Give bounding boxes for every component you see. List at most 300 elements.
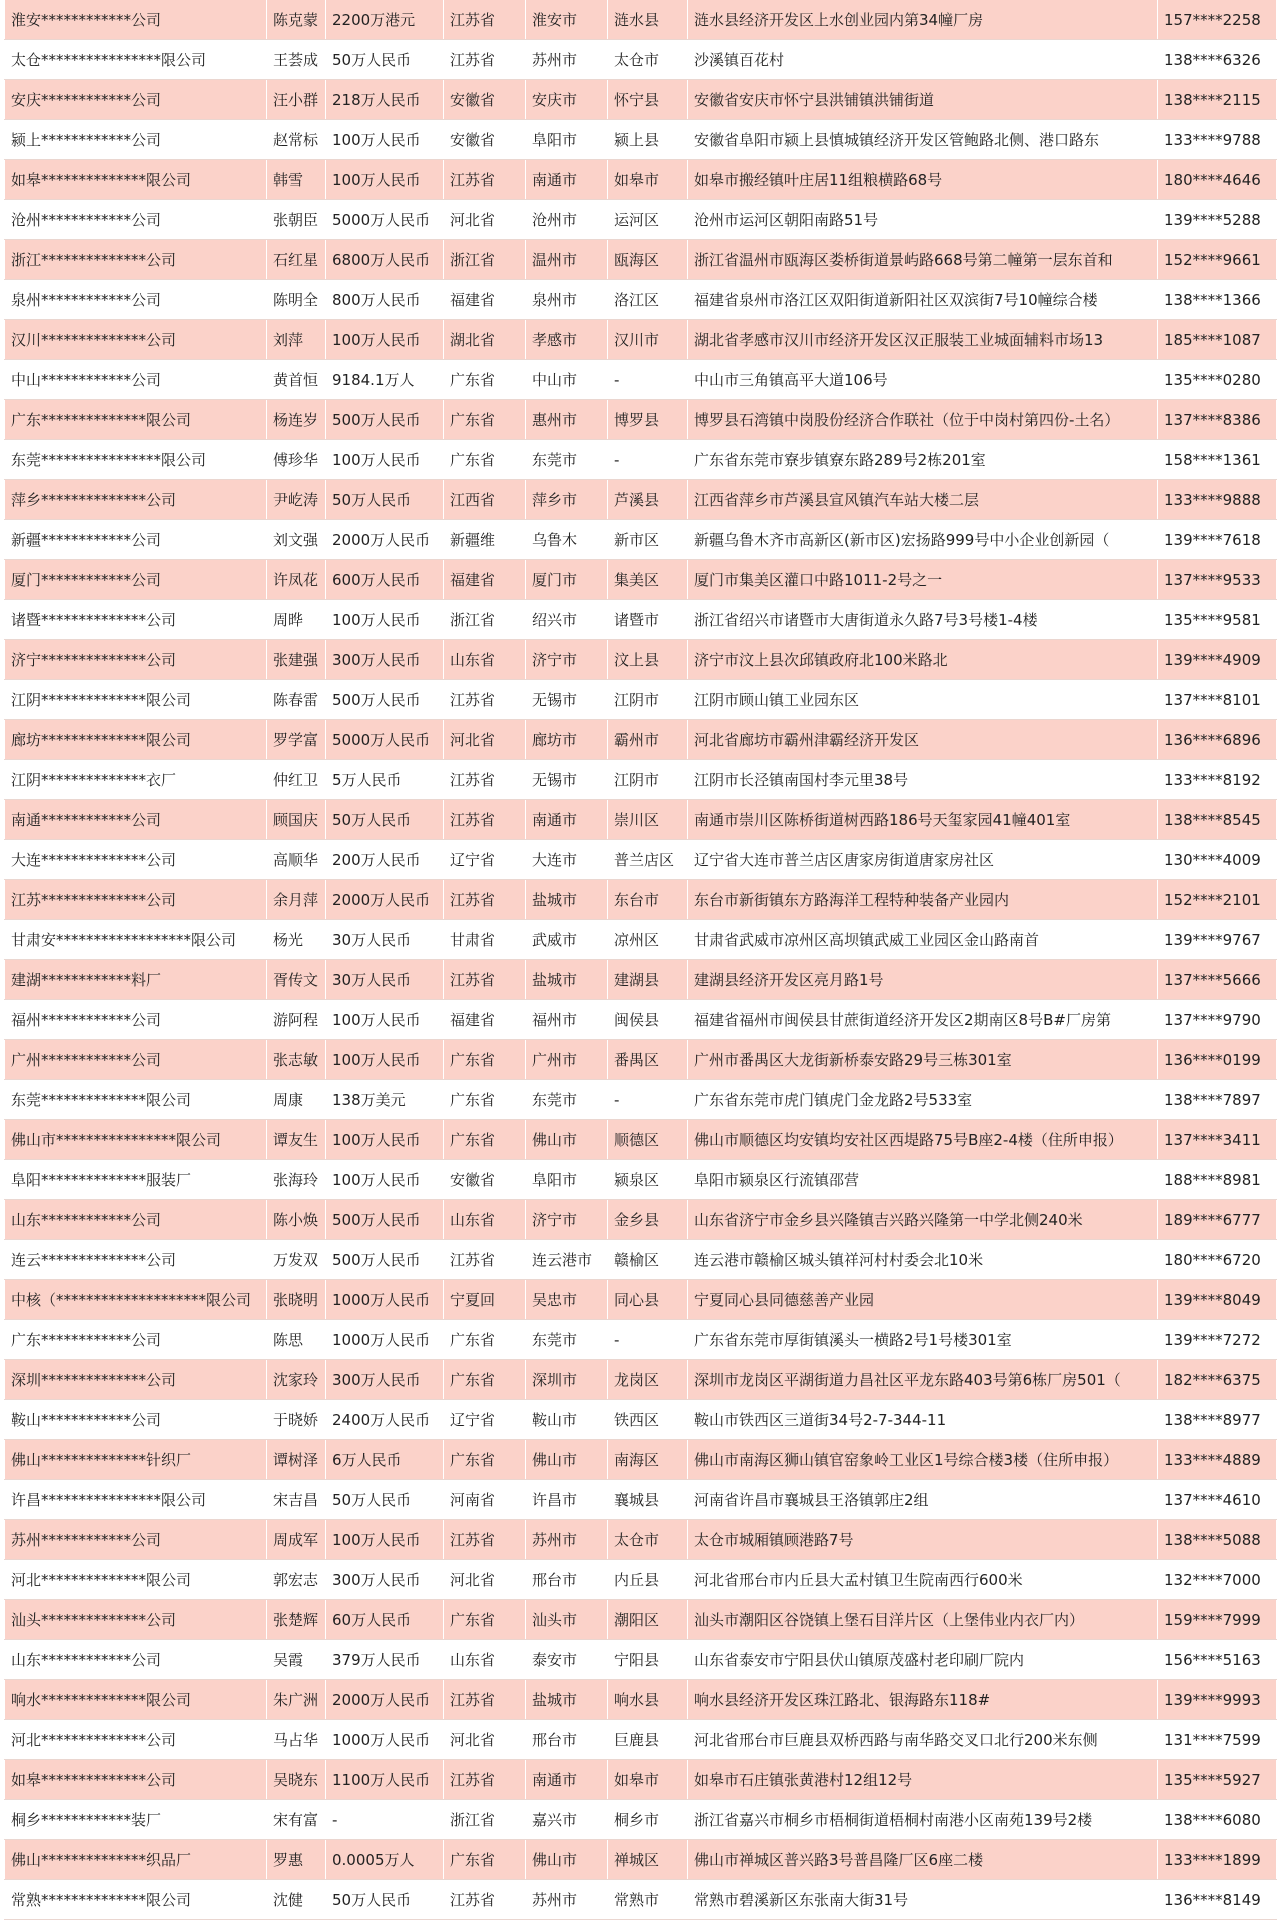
- phone-cell: 137****9790: [1158, 1000, 1277, 1040]
- province-cell: 广东省: [444, 1360, 526, 1400]
- district-cell: 常熟市: [608, 1880, 688, 1920]
- company-name-cell: 山东************公司: [5, 1640, 267, 1680]
- address-cell: 浙江省嘉兴市桐乡市梧桐街道梧桐村南港小区南苑139号2楼: [688, 1800, 1158, 1840]
- phone-cell: 138****8977: [1158, 1400, 1277, 1440]
- capital-cell: 300万人民币: [326, 1560, 444, 1600]
- legal-rep-cell: 于晓娇: [267, 1400, 326, 1440]
- address-cell: 浙江省绍兴市诸暨市大唐街道永久路7号3号楼1-4楼: [688, 600, 1158, 640]
- city-cell: 嘉兴市: [526, 1800, 608, 1840]
- legal-rep-cell: 马占华: [267, 1720, 326, 1760]
- province-cell: 广东省: [444, 1440, 526, 1480]
- district-cell: 顺德区: [608, 1120, 688, 1160]
- company-name-cell: 东莞**************限公司: [5, 1080, 267, 1120]
- capital-cell: 50万人民币: [326, 1480, 444, 1520]
- legal-rep-cell: 郭宏志: [267, 1560, 326, 1600]
- phone-cell: 130****4009: [1158, 840, 1277, 880]
- phone-cell: 156****5163: [1158, 1640, 1277, 1680]
- province-cell: 江苏省: [444, 1880, 526, 1920]
- legal-rep-cell: 张海玲: [267, 1160, 326, 1200]
- city-cell: 佛山市: [526, 1120, 608, 1160]
- legal-rep-cell: 谭树泽: [267, 1440, 326, 1480]
- capital-cell: 500万人民币: [326, 680, 444, 720]
- city-cell: 邢台市: [526, 1560, 608, 1600]
- table-row: [5, 1080, 1277, 1120]
- phone-cell: 139****9767: [1158, 920, 1277, 960]
- province-cell: 广东省: [444, 1320, 526, 1360]
- table-row: [5, 480, 1277, 520]
- table-row: [5, 280, 1277, 320]
- table-row: [5, 120, 1277, 160]
- legal-rep-cell: 顾国庆: [267, 800, 326, 840]
- address-cell: 连云港市赣榆区城头镇祥河村村委会北10米: [688, 1240, 1158, 1280]
- phone-cell: 157****2258: [1158, 0, 1277, 40]
- province-cell: 江苏省: [444, 1240, 526, 1280]
- district-cell: 汉川市: [608, 320, 688, 360]
- capital-cell: 2000万人民币: [326, 880, 444, 920]
- phone-cell: 133****1899: [1158, 1840, 1277, 1880]
- capital-cell: 800万人民币: [326, 280, 444, 320]
- city-cell: 济宁市: [526, 640, 608, 680]
- province-cell: 江苏省: [444, 1520, 526, 1560]
- district-cell: 太仓市: [608, 40, 688, 80]
- district-cell: 如皋市: [608, 160, 688, 200]
- company-name-cell: 汉川**************公司: [5, 320, 267, 360]
- company-name-cell: 江苏**************公司: [5, 880, 267, 920]
- legal-rep-cell: 周晔: [267, 600, 326, 640]
- company-name-cell: 深圳**************公司: [5, 1360, 267, 1400]
- table-row: [5, 1200, 1277, 1240]
- address-cell: 辽宁省大连市普兰店区唐家房街道唐家房社区: [688, 840, 1158, 880]
- address-cell: 东台市新街镇东方路海洋工程特种装备产业园内: [688, 880, 1158, 920]
- phone-cell: 135****0280: [1158, 360, 1277, 400]
- city-cell: 无锡市: [526, 760, 608, 800]
- district-cell: 崇川区: [608, 800, 688, 840]
- capital-cell: 1000万人民币: [326, 1320, 444, 1360]
- capital-cell: 30万人民币: [326, 960, 444, 1000]
- capital-cell: 100万人民币: [326, 440, 444, 480]
- city-cell: 中山市: [526, 360, 608, 400]
- address-cell: 安徽省阜阳市颍上县慎城镇经济开发区管鲍路北侧、港口路东: [688, 120, 1158, 160]
- legal-rep-cell: 杨光: [267, 920, 326, 960]
- address-cell: 常熟市碧溪新区东张南大街31号: [688, 1880, 1158, 1920]
- phone-cell: 138****6080: [1158, 1800, 1277, 1840]
- phone-cell: 139****9993: [1158, 1680, 1277, 1720]
- district-cell: 瓯海区: [608, 240, 688, 280]
- legal-rep-cell: 张建强: [267, 640, 326, 680]
- legal-rep-cell: 黄首恒: [267, 360, 326, 400]
- province-cell: 广东省: [444, 1600, 526, 1640]
- district-cell: 江阴市: [608, 760, 688, 800]
- phone-cell: 136****8149: [1158, 1880, 1277, 1920]
- phone-cell: 159****7999: [1158, 1600, 1277, 1640]
- province-cell: 江苏省: [444, 680, 526, 720]
- address-cell: 甘肃省武威市凉州区高坝镇武威工业园区金山路南首: [688, 920, 1158, 960]
- city-cell: 温州市: [526, 240, 608, 280]
- company-name-cell: 福州************公司: [5, 1000, 267, 1040]
- district-cell: -: [608, 360, 688, 400]
- company-name-cell: 佛山**************针织厂: [5, 1440, 267, 1480]
- company-name-cell: 鞍山************公司: [5, 1400, 267, 1440]
- province-cell: 湖北省: [444, 320, 526, 360]
- phone-cell: 182****6375: [1158, 1360, 1277, 1400]
- capital-cell: 30万人民币: [326, 920, 444, 960]
- city-cell: 武威市: [526, 920, 608, 960]
- company-name-cell: 汕头**************公司: [5, 1600, 267, 1640]
- legal-rep-cell: 尹屹涛: [267, 480, 326, 520]
- city-cell: 南通市: [526, 1760, 608, 1800]
- province-cell: 山东省: [444, 640, 526, 680]
- province-cell: 山东省: [444, 1640, 526, 1680]
- capital-cell: 100万人民币: [326, 1120, 444, 1160]
- company-name-cell: 安庆************公司: [5, 80, 267, 120]
- company-name-cell: 颍上************公司: [5, 120, 267, 160]
- district-cell: 赣榆区: [608, 1240, 688, 1280]
- city-cell: 许昌市: [526, 1480, 608, 1520]
- city-cell: 阜阳市: [526, 120, 608, 160]
- phone-cell: 131****7599: [1158, 1720, 1277, 1760]
- phone-cell: 137****8386: [1158, 400, 1277, 440]
- district-cell: -: [608, 1320, 688, 1360]
- company-name-cell: 建湖************料厂: [5, 960, 267, 1000]
- district-cell: 如皋市: [608, 1760, 688, 1800]
- district-cell: 颍泉区: [608, 1160, 688, 1200]
- province-cell: 江苏省: [444, 160, 526, 200]
- capital-cell: 1100万人民币: [326, 1760, 444, 1800]
- province-cell: 山东省: [444, 1200, 526, 1240]
- province-cell: 广东省: [444, 1080, 526, 1120]
- company-name-cell: 泉州************公司: [5, 280, 267, 320]
- city-cell: 无锡市: [526, 680, 608, 720]
- city-cell: 安庆市: [526, 80, 608, 120]
- address-cell: 厦门市集美区灌口中路1011-2号之一: [688, 560, 1158, 600]
- address-cell: 广州市番禺区大龙街新桥泰安路29号三栋301室: [688, 1040, 1158, 1080]
- province-cell: 广东省: [444, 1040, 526, 1080]
- address-cell: 福建省泉州市洛江区双阳街道新阳社区双滨街7号10幢综合楼: [688, 280, 1158, 320]
- legal-rep-cell: 周康: [267, 1080, 326, 1120]
- company-name-cell: 广州************公司: [5, 1040, 267, 1080]
- capital-cell: 100万人民币: [326, 1520, 444, 1560]
- company-table: [4, 0, 1277, 1920]
- table-row: [5, 960, 1277, 1000]
- company-name-cell: 苏州************公司: [5, 1520, 267, 1560]
- district-cell: 宁阳县: [608, 1640, 688, 1680]
- capital-cell: 300万人民币: [326, 640, 444, 680]
- address-cell: 太仓市城厢镇顾港路7号: [688, 1520, 1158, 1560]
- capital-cell: 1000万人民币: [326, 1280, 444, 1320]
- district-cell: 铁西区: [608, 1400, 688, 1440]
- legal-rep-cell: 沈家玲: [267, 1360, 326, 1400]
- phone-cell: 133****9888: [1158, 480, 1277, 520]
- city-cell: 厦门市: [526, 560, 608, 600]
- capital-cell: 50万人民币: [326, 480, 444, 520]
- company-name-cell: 浙江**************公司: [5, 240, 267, 280]
- company-name-cell: 萍乡**************公司: [5, 480, 267, 520]
- city-cell: 绍兴市: [526, 600, 608, 640]
- capital-cell: 2200万港元: [326, 0, 444, 40]
- province-cell: 江苏省: [444, 1760, 526, 1800]
- phone-cell: 180****4646: [1158, 160, 1277, 200]
- province-cell: 福建省: [444, 560, 526, 600]
- city-cell: 淮安市: [526, 0, 608, 40]
- phone-cell: 137****5666: [1158, 960, 1277, 1000]
- capital-cell: 200万人民币: [326, 840, 444, 880]
- table-row: [5, 840, 1277, 880]
- phone-cell: 152****9661: [1158, 240, 1277, 280]
- city-cell: 乌鲁木: [526, 520, 608, 560]
- address-cell: 湖北省孝感市汉川市经济开发区汉正服装工业城面辅料市场13: [688, 320, 1158, 360]
- district-cell: 禅城区: [608, 1840, 688, 1880]
- legal-rep-cell: 仲红卫: [267, 760, 326, 800]
- company-name-cell: 佛山市****************限公司: [5, 1120, 267, 1160]
- province-cell: 宁夏回: [444, 1280, 526, 1320]
- company-name-cell: 甘肃安******************限公司: [5, 920, 267, 960]
- city-cell: 盐城市: [526, 1680, 608, 1720]
- province-cell: 浙江省: [444, 240, 526, 280]
- address-cell: 福建省福州市闽侯县甘蔗街道经济开发区2期南区8号B#厂房第: [688, 1000, 1158, 1040]
- phone-cell: 189****6777: [1158, 1200, 1277, 1240]
- capital-cell: 60万人民币: [326, 1600, 444, 1640]
- province-cell: 辽宁省: [444, 840, 526, 880]
- capital-cell: 218万人民币: [326, 80, 444, 120]
- province-cell: 浙江省: [444, 1800, 526, 1840]
- address-cell: 佛山市南海区狮山镇官窑象岭工业区1号综合楼3楼（住所申报）: [688, 1440, 1158, 1480]
- province-cell: 江苏省: [444, 760, 526, 800]
- province-cell: 江苏省: [444, 880, 526, 920]
- company-name-cell: 如皋**************公司: [5, 1760, 267, 1800]
- city-cell: 吴忠市: [526, 1280, 608, 1320]
- capital-cell: 100万人民币: [326, 160, 444, 200]
- district-cell: 芦溪县: [608, 480, 688, 520]
- address-cell: 涟水县经济开发区上水创业园内第34幢厂房: [688, 0, 1158, 40]
- table-row: [5, 640, 1277, 680]
- city-cell: 苏州市: [526, 1880, 608, 1920]
- legal-rep-cell: 吴晓东: [267, 1760, 326, 1800]
- company-name-cell: 南通************公司: [5, 800, 267, 840]
- company-name-cell: 河北**************限公司: [5, 1560, 267, 1600]
- capital-cell: 100万人民币: [326, 120, 444, 160]
- table-row: [5, 520, 1277, 560]
- province-cell: 甘肃省: [444, 920, 526, 960]
- legal-rep-cell: 石红星: [267, 240, 326, 280]
- city-cell: 济宁市: [526, 1200, 608, 1240]
- legal-rep-cell: 陈克蒙: [267, 0, 326, 40]
- province-cell: 江苏省: [444, 800, 526, 840]
- phone-cell: 136****0199: [1158, 1040, 1277, 1080]
- table-row: [5, 880, 1277, 920]
- table-row: [5, 80, 1277, 120]
- city-cell: 苏州市: [526, 1520, 608, 1560]
- province-cell: 广东省: [444, 400, 526, 440]
- address-cell: 如皋市搬经镇叶庄居11组粮横路68号: [688, 160, 1158, 200]
- company-name-cell: 许昌****************限公司: [5, 1480, 267, 1520]
- legal-rep-cell: 张楚辉: [267, 1600, 326, 1640]
- province-cell: 江苏省: [444, 1680, 526, 1720]
- capital-cell: -: [326, 1800, 444, 1840]
- legal-rep-cell: 陈春雷: [267, 680, 326, 720]
- province-cell: 河南省: [444, 1480, 526, 1520]
- district-cell: 金乡县: [608, 1200, 688, 1240]
- phone-cell: 133****4889: [1158, 1440, 1277, 1480]
- capital-cell: 100万人民币: [326, 1040, 444, 1080]
- province-cell: 广东省: [444, 1840, 526, 1880]
- legal-rep-cell: 宋吉昌: [267, 1480, 326, 1520]
- district-cell: 襄城县: [608, 1480, 688, 1520]
- legal-rep-cell: 谭友生: [267, 1120, 326, 1160]
- address-cell: 河北省邢台市内丘县大孟村镇卫生院南西行600米: [688, 1560, 1158, 1600]
- phone-cell: 139****7618: [1158, 520, 1277, 560]
- address-cell: 山东省泰安市宁阳县伏山镇原茂盛村老印刷厂院内: [688, 1640, 1158, 1680]
- city-cell: 南通市: [526, 160, 608, 200]
- district-cell: 龙岗区: [608, 1360, 688, 1400]
- province-cell: 江苏省: [444, 960, 526, 1000]
- district-cell: 东台市: [608, 880, 688, 920]
- table-row: [5, 600, 1277, 640]
- phone-cell: 138****5088: [1158, 1520, 1277, 1560]
- legal-rep-cell: 万发双: [267, 1240, 326, 1280]
- table-row: [5, 1600, 1277, 1640]
- table-row: [5, 560, 1277, 600]
- table-row: [5, 440, 1277, 480]
- capital-cell: 5000万人民币: [326, 200, 444, 240]
- company-name-cell: 中山************公司: [5, 360, 267, 400]
- city-cell: 福州市: [526, 1000, 608, 1040]
- city-cell: 佛山市: [526, 1440, 608, 1480]
- address-cell: 广东省东莞市厚街镇溪头一横路2号1号楼301室: [688, 1320, 1158, 1360]
- company-name-cell: 阜阳**************服装厂: [5, 1160, 267, 1200]
- city-cell: 沧州市: [526, 200, 608, 240]
- city-cell: 盐城市: [526, 960, 608, 1000]
- city-cell: 鞍山市: [526, 1400, 608, 1440]
- company-name-cell: 新疆************公司: [5, 520, 267, 560]
- phone-cell: 137****8101: [1158, 680, 1277, 720]
- address-cell: 建湖县经济开发区亮月路1号: [688, 960, 1158, 1000]
- legal-rep-cell: 宋有富: [267, 1800, 326, 1840]
- company-name-cell: 淮安************公司: [5, 0, 267, 40]
- table-row: [5, 1320, 1277, 1360]
- legal-rep-cell: 赵常标: [267, 120, 326, 160]
- address-cell: 山东省济宁市金乡县兴隆镇吉兴路兴隆第一中学北侧240米: [688, 1200, 1158, 1240]
- company-name-cell: 广东**************限公司: [5, 400, 267, 440]
- table-row: [5, 0, 1277, 40]
- district-cell: 怀宁县: [608, 80, 688, 120]
- address-cell: 阜阳市颍泉区行流镇邵营: [688, 1160, 1158, 1200]
- company-name-cell: 中核（********************限公司: [5, 1280, 267, 1320]
- company-name-cell: 诸暨**************公司: [5, 600, 267, 640]
- legal-rep-cell: 朱广洲: [267, 1680, 326, 1720]
- legal-rep-cell: 吴霞: [267, 1640, 326, 1680]
- address-cell: 汕头市潮阳区谷饶镇上堡石目洋片区（上堡伟业内衣厂内）: [688, 1600, 1158, 1640]
- capital-cell: 500万人民币: [326, 1240, 444, 1280]
- city-cell: 泰安市: [526, 1640, 608, 1680]
- legal-rep-cell: 周成军: [267, 1520, 326, 1560]
- table-row: [5, 200, 1277, 240]
- address-cell: 深圳市龙岗区平湖街道力昌社区平龙东路403号第6栋厂房501（: [688, 1360, 1158, 1400]
- district-cell: 诸暨市: [608, 600, 688, 640]
- address-cell: 中山市三角镇高平大道106号: [688, 360, 1158, 400]
- capital-cell: 2000万人民币: [326, 1680, 444, 1720]
- district-cell: 桐乡市: [608, 1800, 688, 1840]
- company-name-cell: 山东************公司: [5, 1200, 267, 1240]
- district-cell: -: [608, 440, 688, 480]
- company-name-cell: 连云**************公司: [5, 1240, 267, 1280]
- phone-cell: 136****6896: [1158, 720, 1277, 760]
- address-cell: 广东省东莞市虎门镇虎门金龙路2号533室: [688, 1080, 1158, 1120]
- province-cell: 广东省: [444, 440, 526, 480]
- address-cell: 佛山市禅城区普兴路3号普昌隆厂区6座二楼: [688, 1840, 1158, 1880]
- table-body: [5, 0, 1277, 1920]
- table-row: [5, 920, 1277, 960]
- city-cell: 东莞市: [526, 1320, 608, 1360]
- table-row: [5, 1480, 1277, 1520]
- legal-rep-cell: 沈健: [267, 1880, 326, 1920]
- city-cell: 阜阳市: [526, 1160, 608, 1200]
- address-cell: 河南省许昌市襄城县王洛镇郭庄2组: [688, 1480, 1158, 1520]
- legal-rep-cell: 张志敏: [267, 1040, 326, 1080]
- address-cell: 江阴市长泾镇南国村李元里38号: [688, 760, 1158, 800]
- legal-rep-cell: 游阿程: [267, 1000, 326, 1040]
- legal-rep-cell: 傅珍华: [267, 440, 326, 480]
- legal-rep-cell: 高顺华: [267, 840, 326, 880]
- phone-cell: 188****8981: [1158, 1160, 1277, 1200]
- company-name-cell: 如皋**************限公司: [5, 160, 267, 200]
- capital-cell: 2400万人民币: [326, 1400, 444, 1440]
- address-cell: 博罗县石湾镇中岗股份经济合作联社（位于中岗村第四份-土名）: [688, 400, 1158, 440]
- company-name-cell: 响水**************限公司: [5, 1680, 267, 1720]
- table-row: [5, 320, 1277, 360]
- district-cell: 汶上县: [608, 640, 688, 680]
- phone-cell: 137****9533: [1158, 560, 1277, 600]
- company-name-cell: 桐乡************装厂: [5, 1800, 267, 1840]
- district-cell: 颍上县: [608, 120, 688, 160]
- province-cell: 广东省: [444, 1120, 526, 1160]
- capital-cell: 6万人民币: [326, 1440, 444, 1480]
- company-name-cell: 江阴**************衣厂: [5, 760, 267, 800]
- capital-cell: 1000万人民币: [326, 1720, 444, 1760]
- legal-rep-cell: 陈明全: [267, 280, 326, 320]
- phone-cell: 132****7000: [1158, 1560, 1277, 1600]
- company-name-cell: 佛山**************织品厂: [5, 1840, 267, 1880]
- phone-cell: 137****3411: [1158, 1120, 1277, 1160]
- table-row: [5, 1280, 1277, 1320]
- district-cell: 内丘县: [608, 1560, 688, 1600]
- table-row: [5, 680, 1277, 720]
- table-row: [5, 1000, 1277, 1040]
- district-cell: 霸州市: [608, 720, 688, 760]
- capital-cell: 500万人民币: [326, 400, 444, 440]
- capital-cell: 138万美元: [326, 1080, 444, 1120]
- district-cell: 闽侯县: [608, 1000, 688, 1040]
- capital-cell: 500万人民币: [326, 1200, 444, 1240]
- table-row: [5, 1840, 1277, 1880]
- district-cell: 巨鹿县: [608, 1720, 688, 1760]
- address-cell: 沧州市运河区朝阳南路51号: [688, 200, 1158, 240]
- table-row: [5, 760, 1277, 800]
- province-cell: 河北省: [444, 200, 526, 240]
- capital-cell: 300万人民币: [326, 1360, 444, 1400]
- table-row: [5, 1160, 1277, 1200]
- district-cell: 同心县: [608, 1280, 688, 1320]
- table-row: [5, 1880, 1277, 1920]
- table-row: [5, 360, 1277, 400]
- city-cell: 孝感市: [526, 320, 608, 360]
- table-row: [5, 720, 1277, 760]
- city-cell: 广州市: [526, 1040, 608, 1080]
- address-cell: 济宁市汶上县次邱镇政府北100米路北: [688, 640, 1158, 680]
- table-row: [5, 1760, 1277, 1800]
- company-name-cell: 厦门************公司: [5, 560, 267, 600]
- table-row: [5, 1120, 1277, 1160]
- table-row: [5, 1680, 1277, 1720]
